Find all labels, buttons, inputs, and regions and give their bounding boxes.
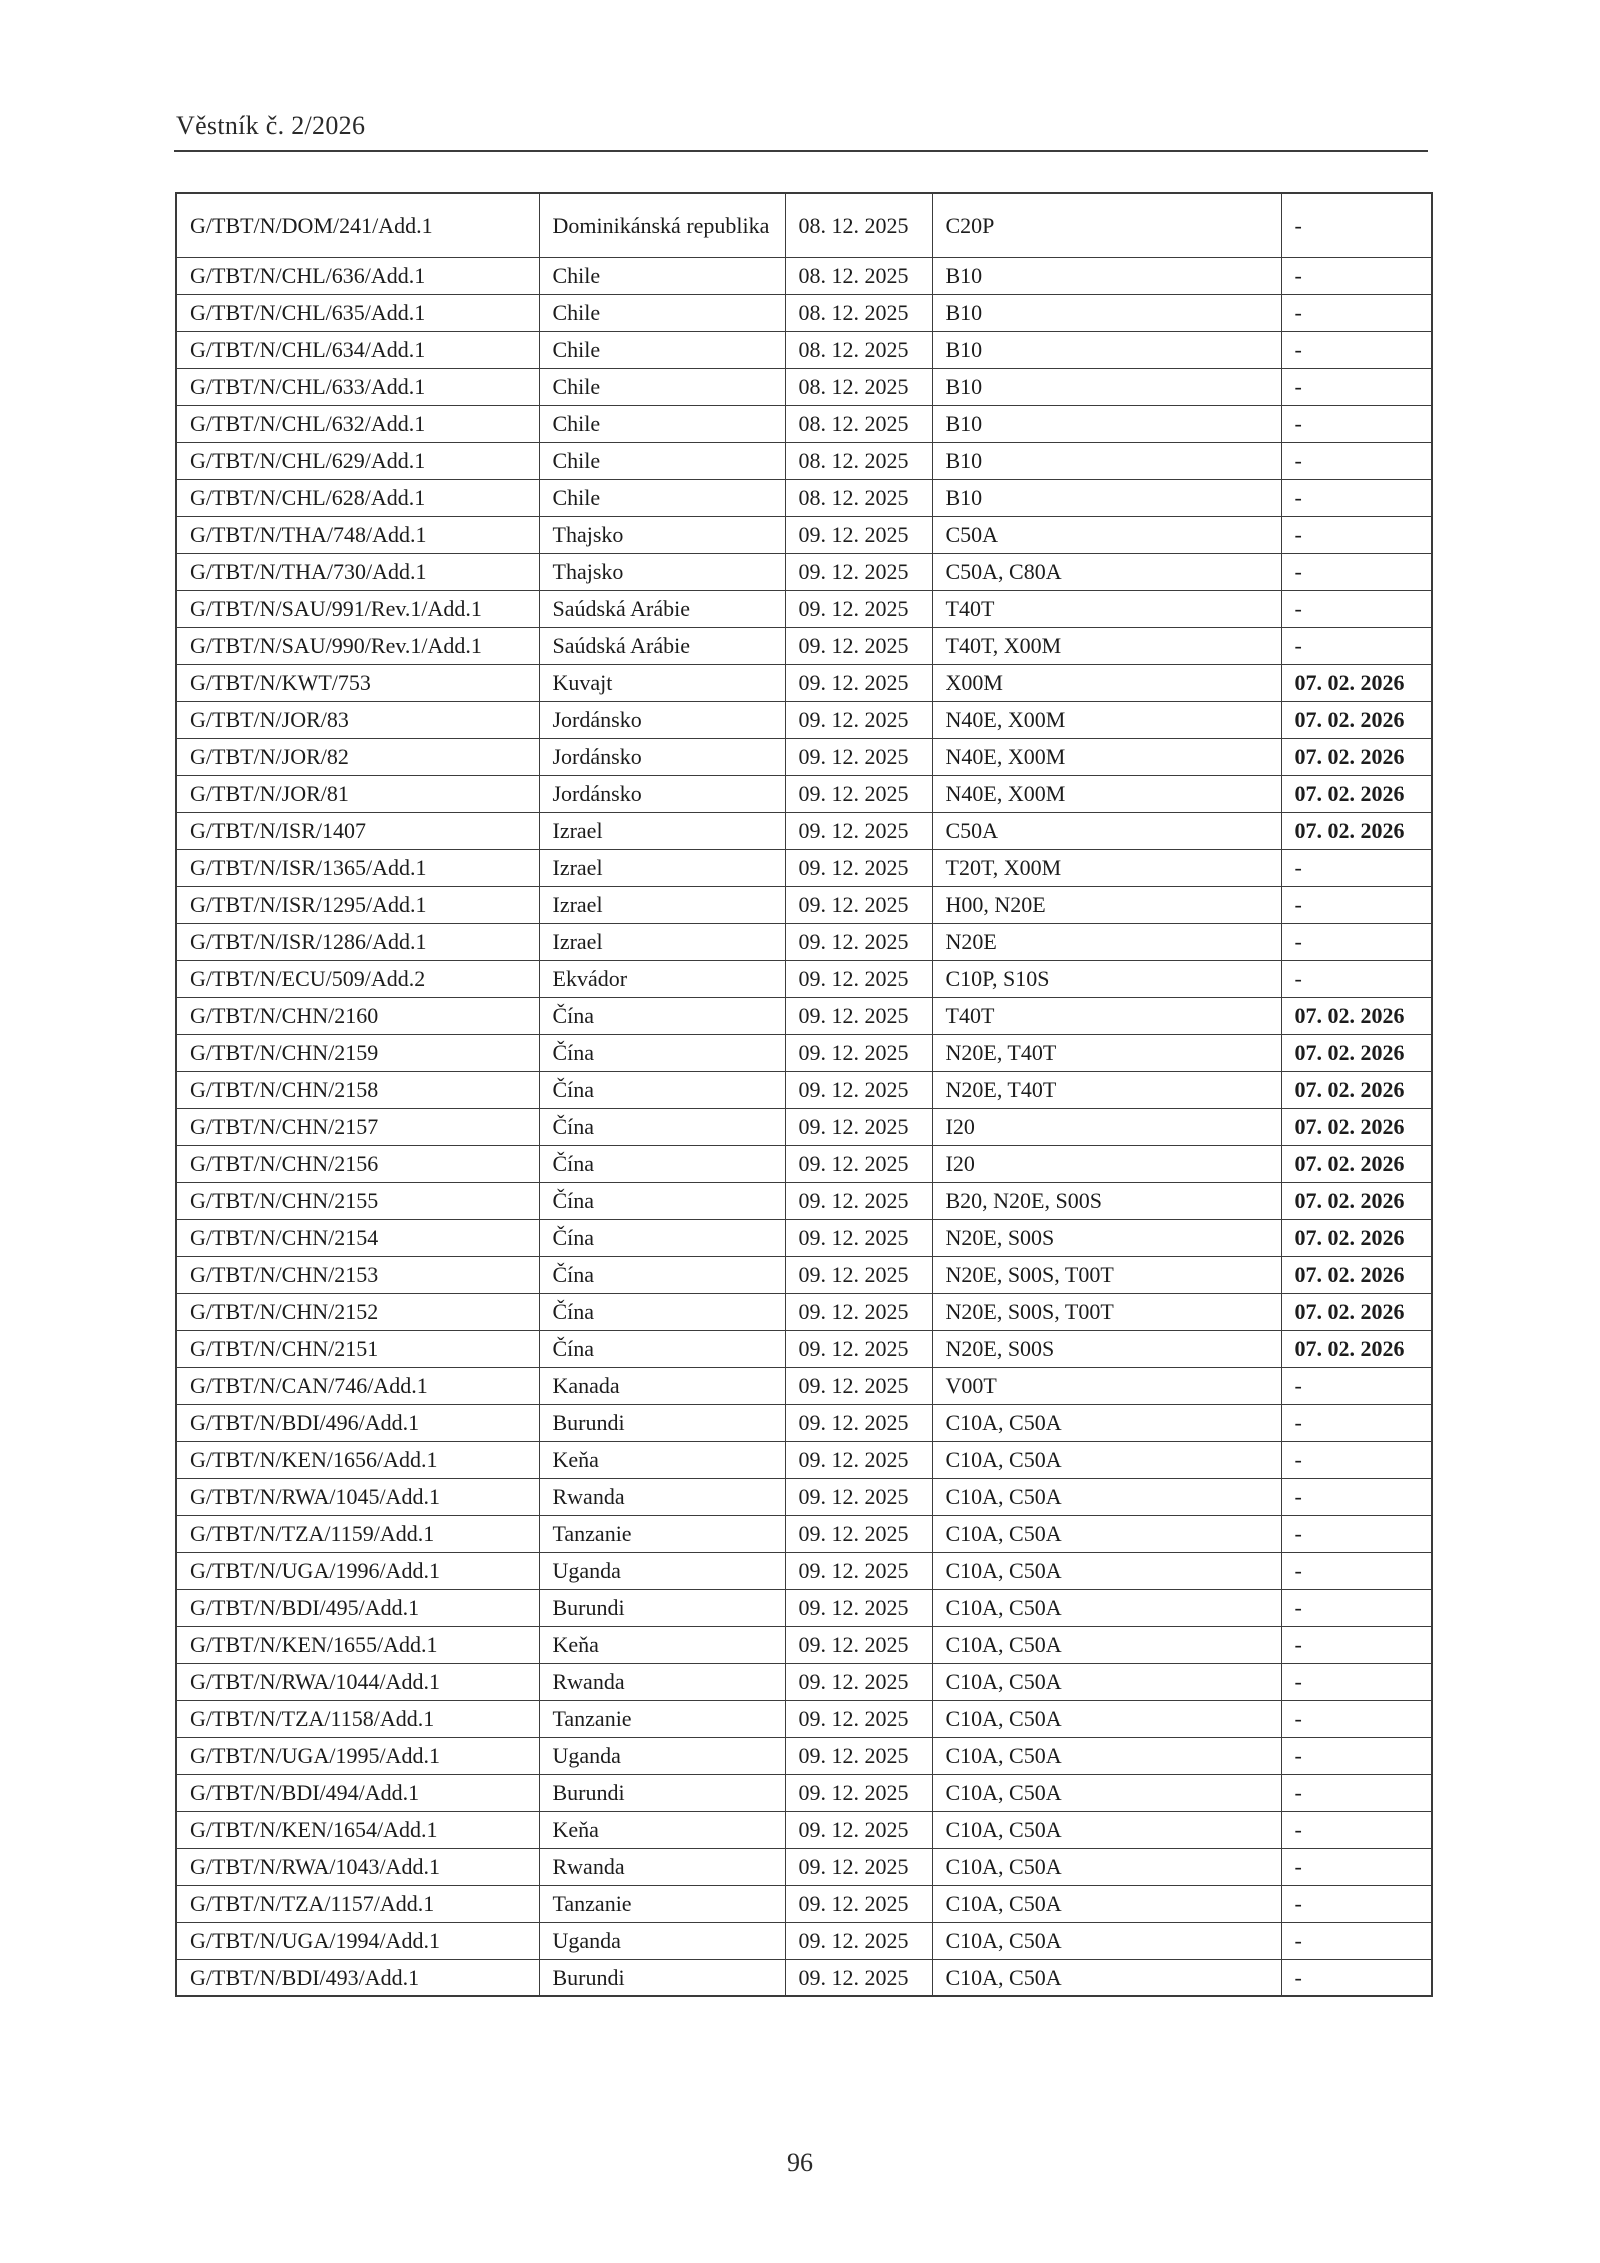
codes-cell: I20 xyxy=(932,1108,1281,1145)
date-cell: 09. 12. 2025 xyxy=(785,627,932,664)
country-cell: Čína xyxy=(539,1330,785,1367)
deadline-cell: - xyxy=(1281,1922,1432,1959)
deadline-cell: 07. 02. 2026 xyxy=(1281,1256,1432,1293)
notification-cell: G/TBT/N/JOR/82 xyxy=(176,738,539,775)
notification-cell: G/TBT/N/UGA/1994/Add.1 xyxy=(176,1922,539,1959)
notification-cell: G/TBT/N/CHN/2152 xyxy=(176,1293,539,1330)
date-cell: 09. 12. 2025 xyxy=(785,1034,932,1071)
table-row xyxy=(176,405,1432,442)
notification-cell: G/TBT/N/CHN/2159 xyxy=(176,1034,539,1071)
country-cell: Saúdská Arábie xyxy=(539,590,785,627)
codes-cell: N40E, X00M xyxy=(932,775,1281,812)
deadline-cell: - xyxy=(1281,1552,1432,1589)
notification-cell: G/TBT/N/CHL/635/Add.1 xyxy=(176,294,539,331)
date-cell: 09. 12. 2025 xyxy=(785,1774,932,1811)
deadline-cell: - xyxy=(1281,1959,1432,1996)
notification-cell: G/TBT/N/RWA/1043/Add.1 xyxy=(176,1848,539,1885)
date-cell: 09. 12. 2025 xyxy=(785,1626,932,1663)
date-cell: 09. 12. 2025 xyxy=(785,1256,932,1293)
deadline-cell: - xyxy=(1281,1885,1432,1922)
date-cell: 09. 12. 2025 xyxy=(785,1441,932,1478)
notification-cell: G/TBT/N/JOR/81 xyxy=(176,775,539,812)
date-cell: 08. 12. 2025 xyxy=(785,294,932,331)
codes-cell: B10 xyxy=(932,294,1281,331)
codes-cell: N20E, S00S xyxy=(932,1330,1281,1367)
country-cell: Uganda xyxy=(539,1552,785,1589)
country-cell: Čína xyxy=(539,1108,785,1145)
codes-cell: V00T xyxy=(932,1367,1281,1404)
notification-cell: G/TBT/N/JOR/83 xyxy=(176,701,539,738)
table-row xyxy=(176,886,1432,923)
country-cell: Ekvádor xyxy=(539,960,785,997)
notification-cell: G/TBT/N/BDI/495/Add.1 xyxy=(176,1589,539,1626)
country-cell: Tanzanie xyxy=(539,1885,785,1922)
date-cell: 09. 12. 2025 xyxy=(785,1219,932,1256)
codes-cell: C10A, C50A xyxy=(932,1441,1281,1478)
table-row xyxy=(176,738,1432,775)
country-cell: Thajsko xyxy=(539,553,785,590)
notification-cell: G/TBT/N/CAN/746/Add.1 xyxy=(176,1367,539,1404)
table-row xyxy=(176,1367,1432,1404)
deadline-cell: - xyxy=(1281,553,1432,590)
notification-cell: G/TBT/N/KEN/1656/Add.1 xyxy=(176,1441,539,1478)
date-cell: 09. 12. 2025 xyxy=(785,1515,932,1552)
country-cell: Keňa xyxy=(539,1811,785,1848)
table-row xyxy=(176,701,1432,738)
codes-cell: N20E xyxy=(932,923,1281,960)
deadline-cell: - xyxy=(1281,1848,1432,1885)
codes-cell: B10 xyxy=(932,405,1281,442)
date-cell: 09. 12. 2025 xyxy=(785,1700,932,1737)
notification-cell: G/TBT/N/CHN/2156 xyxy=(176,1145,539,1182)
table-row xyxy=(176,1330,1432,1367)
table-row xyxy=(176,1885,1432,1922)
deadline-cell: 07. 02. 2026 xyxy=(1281,1034,1432,1071)
notification-cell: G/TBT/N/CHL/634/Add.1 xyxy=(176,331,539,368)
page-title: Věstník č. 2/2026 xyxy=(176,111,366,140)
codes-cell: I20 xyxy=(932,1145,1281,1182)
codes-cell: C10A, C50A xyxy=(932,1552,1281,1589)
table-row xyxy=(176,442,1432,479)
date-cell: 09. 12. 2025 xyxy=(785,812,932,849)
country-cell: Čína xyxy=(539,1256,785,1293)
date-cell: 09. 12. 2025 xyxy=(785,849,932,886)
country-cell: Chile xyxy=(539,405,785,442)
table-row xyxy=(176,516,1432,553)
codes-cell: C50A, C80A xyxy=(932,553,1281,590)
date-cell: 08. 12. 2025 xyxy=(785,331,932,368)
deadline-cell: - xyxy=(1281,193,1432,257)
notification-cell: G/TBT/N/TZA/1158/Add.1 xyxy=(176,1700,539,1737)
notification-cell: G/TBT/N/KEN/1654/Add.1 xyxy=(176,1811,539,1848)
codes-cell: C10A, C50A xyxy=(932,1848,1281,1885)
deadline-cell: 07. 02. 2026 xyxy=(1281,775,1432,812)
country-cell: Kuvajt xyxy=(539,664,785,701)
country-cell: Čína xyxy=(539,1182,785,1219)
table-row xyxy=(176,960,1432,997)
deadline-cell: - xyxy=(1281,479,1432,516)
codes-cell: C10A, C50A xyxy=(932,1737,1281,1774)
date-cell: 08. 12. 2025 xyxy=(785,405,932,442)
notification-cell: G/TBT/N/CHN/2155 xyxy=(176,1182,539,1219)
notification-cell: G/TBT/N/ISR/1365/Add.1 xyxy=(176,849,539,886)
country-cell: Chile xyxy=(539,331,785,368)
codes-cell: N20E, T40T xyxy=(932,1034,1281,1071)
codes-cell: C10A, C50A xyxy=(932,1885,1281,1922)
table-row xyxy=(176,1441,1432,1478)
codes-cell: C10A, C50A xyxy=(932,1404,1281,1441)
country-cell: Saúdská Arábie xyxy=(539,627,785,664)
date-cell: 09. 12. 2025 xyxy=(785,1959,932,1996)
codes-cell: C20P xyxy=(932,193,1281,257)
notification-cell: G/TBT/N/BDI/494/Add.1 xyxy=(176,1774,539,1811)
deadline-cell: 07. 02. 2026 xyxy=(1281,812,1432,849)
country-cell: Čína xyxy=(539,1219,785,1256)
date-cell: 08. 12. 2025 xyxy=(785,368,932,405)
table-row xyxy=(176,923,1432,960)
codes-cell: C10A, C50A xyxy=(932,1478,1281,1515)
date-cell: 09. 12. 2025 xyxy=(785,664,932,701)
country-cell: Burundi xyxy=(539,1589,785,1626)
table-row xyxy=(176,1774,1432,1811)
deadline-cell: 07. 02. 2026 xyxy=(1281,1145,1432,1182)
country-cell: Čína xyxy=(539,1293,785,1330)
country-cell: Jordánsko xyxy=(539,775,785,812)
codes-cell: B10 xyxy=(932,368,1281,405)
date-cell: 09. 12. 2025 xyxy=(785,1108,932,1145)
deadline-cell: - xyxy=(1281,516,1432,553)
notification-cell: G/TBT/N/CHN/2157 xyxy=(176,1108,539,1145)
deadline-cell: - xyxy=(1281,1441,1432,1478)
table-row xyxy=(176,1589,1432,1626)
table-row xyxy=(176,1700,1432,1737)
notification-cell: G/TBT/N/TZA/1159/Add.1 xyxy=(176,1515,539,1552)
codes-cell: C10A, C50A xyxy=(932,1515,1281,1552)
table-row xyxy=(176,553,1432,590)
country-cell: Burundi xyxy=(539,1959,785,1996)
notification-cell: G/TBT/N/KWT/753 xyxy=(176,664,539,701)
notification-cell: G/TBT/N/THA/730/Add.1 xyxy=(176,553,539,590)
notification-cell: G/TBT/N/TZA/1157/Add.1 xyxy=(176,1885,539,1922)
country-cell: Izrael xyxy=(539,886,785,923)
country-cell: Uganda xyxy=(539,1737,785,1774)
country-cell: Keňa xyxy=(539,1626,785,1663)
codes-cell: C10A, C50A xyxy=(932,1811,1281,1848)
codes-cell: C50A xyxy=(932,516,1281,553)
country-cell: Tanzanie xyxy=(539,1700,785,1737)
codes-cell: C10P, S10S xyxy=(932,960,1281,997)
table-row xyxy=(176,257,1432,294)
notification-cell: G/TBT/N/ISR/1286/Add.1 xyxy=(176,923,539,960)
table-row xyxy=(176,1959,1432,1996)
table-row xyxy=(176,1293,1432,1330)
notification-cell: G/TBT/N/CHN/2158 xyxy=(176,1071,539,1108)
codes-cell: C10A, C50A xyxy=(932,1589,1281,1626)
date-cell: 09. 12. 2025 xyxy=(785,997,932,1034)
deadline-cell: - xyxy=(1281,405,1432,442)
codes-cell: C50A xyxy=(932,812,1281,849)
table-row xyxy=(176,1922,1432,1959)
country-cell: Chile xyxy=(539,479,785,516)
table-row xyxy=(176,1404,1432,1441)
notification-cell: G/TBT/N/ISR/1407 xyxy=(176,812,539,849)
codes-cell: C10A, C50A xyxy=(932,1700,1281,1737)
notification-cell: G/TBT/N/CHL/632/Add.1 xyxy=(176,405,539,442)
date-cell: 09. 12. 2025 xyxy=(785,1293,932,1330)
deadline-cell: - xyxy=(1281,1774,1432,1811)
date-cell: 08. 12. 2025 xyxy=(785,193,932,257)
codes-cell: B10 xyxy=(932,257,1281,294)
notifications-table-body xyxy=(176,193,1432,1996)
codes-cell: N20E, T40T xyxy=(932,1071,1281,1108)
country-cell: Chile xyxy=(539,442,785,479)
date-cell: 09. 12. 2025 xyxy=(785,1330,932,1367)
country-cell: Chile xyxy=(539,368,785,405)
page-number: 96 xyxy=(787,2148,813,2177)
codes-cell: T20T, X00M xyxy=(932,849,1281,886)
notification-cell: G/TBT/N/UGA/1995/Add.1 xyxy=(176,1737,539,1774)
country-cell: Čína xyxy=(539,1071,785,1108)
codes-cell: C10A, C50A xyxy=(932,1959,1281,1996)
date-cell: 09. 12. 2025 xyxy=(785,1885,932,1922)
country-cell: Tanzanie xyxy=(539,1515,785,1552)
notification-cell: G/TBT/N/RWA/1044/Add.1 xyxy=(176,1663,539,1700)
notification-cell: G/TBT/N/BDI/496/Add.1 xyxy=(176,1404,539,1441)
country-cell: Čína xyxy=(539,997,785,1034)
date-cell: 09. 12. 2025 xyxy=(785,590,932,627)
table-row xyxy=(176,1811,1432,1848)
deadline-cell: - xyxy=(1281,331,1432,368)
notification-cell: G/TBT/N/CHL/628/Add.1 xyxy=(176,479,539,516)
table-row xyxy=(176,1219,1432,1256)
deadline-cell: - xyxy=(1281,849,1432,886)
deadline-cell: - xyxy=(1281,627,1432,664)
deadline-cell: - xyxy=(1281,1404,1432,1441)
table-row xyxy=(176,812,1432,849)
notification-cell: G/TBT/N/CHN/2151 xyxy=(176,1330,539,1367)
notification-cell: G/TBT/N/CHL/636/Add.1 xyxy=(176,257,539,294)
notification-cell: G/TBT/N/CHN/2153 xyxy=(176,1256,539,1293)
date-cell: 09. 12. 2025 xyxy=(785,1663,932,1700)
date-cell: 09. 12. 2025 xyxy=(785,923,932,960)
codes-cell: T40T xyxy=(932,590,1281,627)
country-cell: Rwanda xyxy=(539,1478,785,1515)
codes-cell: N40E, X00M xyxy=(932,738,1281,775)
table-row xyxy=(176,664,1432,701)
country-cell: Thajsko xyxy=(539,516,785,553)
country-cell: Uganda xyxy=(539,1922,785,1959)
deadline-cell: - xyxy=(1281,923,1432,960)
date-cell: 09. 12. 2025 xyxy=(785,1589,932,1626)
notification-cell: G/TBT/N/SAU/991/Rev.1/Add.1 xyxy=(176,590,539,627)
deadline-cell: 07. 02. 2026 xyxy=(1281,1108,1432,1145)
country-cell: Rwanda xyxy=(539,1848,785,1885)
deadline-cell: - xyxy=(1281,294,1432,331)
table-row xyxy=(176,1515,1432,1552)
codes-cell: T40T, X00M xyxy=(932,627,1281,664)
deadline-cell: - xyxy=(1281,1663,1432,1700)
notification-cell: G/TBT/N/CHN/2154 xyxy=(176,1219,539,1256)
date-cell: 09. 12. 2025 xyxy=(785,960,932,997)
deadline-cell: 07. 02. 2026 xyxy=(1281,701,1432,738)
codes-cell: B10 xyxy=(932,442,1281,479)
codes-cell: T40T xyxy=(932,997,1281,1034)
notification-cell: G/TBT/N/DOM/241/Add.1 xyxy=(176,193,539,257)
table-row xyxy=(176,997,1432,1034)
country-cell: Izrael xyxy=(539,812,785,849)
deadline-cell: - xyxy=(1281,1367,1432,1404)
table-row xyxy=(176,590,1432,627)
date-cell: 09. 12. 2025 xyxy=(785,1478,932,1515)
country-cell: Čína xyxy=(539,1034,785,1071)
country-cell: Jordánsko xyxy=(539,738,785,775)
codes-cell: C10A, C50A xyxy=(932,1663,1281,1700)
notification-cell: G/TBT/N/THA/748/Add.1 xyxy=(176,516,539,553)
table-row xyxy=(176,1182,1432,1219)
table-row xyxy=(176,479,1432,516)
deadline-cell: - xyxy=(1281,368,1432,405)
country-cell: Jordánsko xyxy=(539,701,785,738)
table-row xyxy=(176,775,1432,812)
table-row xyxy=(176,1108,1432,1145)
notification-cell: G/TBT/N/BDI/493/Add.1 xyxy=(176,1959,539,1996)
date-cell: 09. 12. 2025 xyxy=(785,738,932,775)
notification-cell: G/TBT/N/CHL/633/Add.1 xyxy=(176,368,539,405)
notification-cell: G/TBT/N/ECU/509/Add.2 xyxy=(176,960,539,997)
notification-cell: G/TBT/N/SAU/990/Rev.1/Add.1 xyxy=(176,627,539,664)
codes-cell: C10A, C50A xyxy=(932,1922,1281,1959)
date-cell: 09. 12. 2025 xyxy=(785,701,932,738)
country-cell: Burundi xyxy=(539,1404,785,1441)
date-cell: 09. 12. 2025 xyxy=(785,1811,932,1848)
codes-cell: N40E, X00M xyxy=(932,701,1281,738)
date-cell: 09. 12. 2025 xyxy=(785,1071,932,1108)
deadline-cell: - xyxy=(1281,1626,1432,1663)
deadline-cell: - xyxy=(1281,1478,1432,1515)
deadline-cell: - xyxy=(1281,1811,1432,1848)
date-cell: 08. 12. 2025 xyxy=(785,479,932,516)
deadline-cell: - xyxy=(1281,1737,1432,1774)
deadline-cell: 07. 02. 2026 xyxy=(1281,1293,1432,1330)
date-cell: 08. 12. 2025 xyxy=(785,442,932,479)
deadline-cell: 07. 02. 2026 xyxy=(1281,1071,1432,1108)
table-row xyxy=(176,193,1432,257)
codes-cell: B10 xyxy=(932,331,1281,368)
table-row xyxy=(176,1663,1432,1700)
date-cell: 09. 12. 2025 xyxy=(785,1552,932,1589)
country-cell: Rwanda xyxy=(539,1663,785,1700)
deadline-cell: 07. 02. 2026 xyxy=(1281,1182,1432,1219)
date-cell: 09. 12. 2025 xyxy=(785,516,932,553)
deadline-cell: - xyxy=(1281,886,1432,923)
table-row xyxy=(176,1034,1432,1071)
table-row xyxy=(176,1478,1432,1515)
country-cell: Chile xyxy=(539,257,785,294)
deadline-cell: - xyxy=(1281,590,1432,627)
deadline-cell: 07. 02. 2026 xyxy=(1281,1330,1432,1367)
date-cell: 09. 12. 2025 xyxy=(785,1922,932,1959)
codes-cell: B10 xyxy=(932,479,1281,516)
codes-cell: H00, N20E xyxy=(932,886,1281,923)
deadline-cell: - xyxy=(1281,1700,1432,1737)
notification-cell: G/TBT/N/UGA/1996/Add.1 xyxy=(176,1552,539,1589)
date-cell: 09. 12. 2025 xyxy=(785,1367,932,1404)
table-row xyxy=(176,1256,1432,1293)
deadline-cell: 07. 02. 2026 xyxy=(1281,664,1432,701)
deadline-cell: - xyxy=(1281,960,1432,997)
country-cell: Izrael xyxy=(539,923,785,960)
date-cell: 09. 12. 2025 xyxy=(785,1737,932,1774)
country-cell: Kanada xyxy=(539,1367,785,1404)
deadline-cell: - xyxy=(1281,442,1432,479)
country-cell: Keňa xyxy=(539,1441,785,1478)
notification-cell: G/TBT/N/RWA/1045/Add.1 xyxy=(176,1478,539,1515)
table-row xyxy=(176,1626,1432,1663)
notifications-table xyxy=(175,192,1433,1997)
date-cell: 09. 12. 2025 xyxy=(785,1182,932,1219)
table-row xyxy=(176,1552,1432,1589)
table-row xyxy=(176,331,1432,368)
date-cell: 09. 12. 2025 xyxy=(785,775,932,812)
country-cell: Dominikánská republika xyxy=(539,193,785,257)
deadline-cell: - xyxy=(1281,257,1432,294)
date-cell: 09. 12. 2025 xyxy=(785,553,932,590)
table-row xyxy=(176,1737,1432,1774)
date-cell: 09. 12. 2025 xyxy=(785,1404,932,1441)
table-row xyxy=(176,1848,1432,1885)
table-row xyxy=(176,627,1432,664)
header-divider xyxy=(174,150,1428,152)
codes-cell: C10A, C50A xyxy=(932,1626,1281,1663)
notification-cell: G/TBT/N/ISR/1295/Add.1 xyxy=(176,886,539,923)
deadline-cell: 07. 02. 2026 xyxy=(1281,738,1432,775)
codes-cell: C10A, C50A xyxy=(932,1774,1281,1811)
country-cell: Chile xyxy=(539,294,785,331)
deadline-cell: - xyxy=(1281,1515,1432,1552)
date-cell: 09. 12. 2025 xyxy=(785,1848,932,1885)
notification-cell: G/TBT/N/CHL/629/Add.1 xyxy=(176,442,539,479)
codes-cell: N20E, S00S xyxy=(932,1219,1281,1256)
codes-cell: N20E, S00S, T00T xyxy=(932,1293,1281,1330)
codes-cell: B20, N20E, S00S xyxy=(932,1182,1281,1219)
table-row xyxy=(176,849,1432,886)
date-cell: 09. 12. 2025 xyxy=(785,886,932,923)
codes-cell: N20E, S00S, T00T xyxy=(932,1256,1281,1293)
table-row xyxy=(176,294,1432,331)
deadline-cell: 07. 02. 2026 xyxy=(1281,997,1432,1034)
deadline-cell: - xyxy=(1281,1589,1432,1626)
table-row xyxy=(176,368,1432,405)
table-row xyxy=(176,1071,1432,1108)
date-cell: 09. 12. 2025 xyxy=(785,1145,932,1182)
country-cell: Izrael xyxy=(539,849,785,886)
table-row xyxy=(176,1145,1432,1182)
codes-cell: X00M xyxy=(932,664,1281,701)
country-cell: Čína xyxy=(539,1145,785,1182)
notification-cell: G/TBT/N/CHN/2160 xyxy=(176,997,539,1034)
date-cell: 08. 12. 2025 xyxy=(785,257,932,294)
deadline-cell: 07. 02. 2026 xyxy=(1281,1219,1432,1256)
country-cell: Burundi xyxy=(539,1774,785,1811)
notification-cell: G/TBT/N/KEN/1655/Add.1 xyxy=(176,1626,539,1663)
